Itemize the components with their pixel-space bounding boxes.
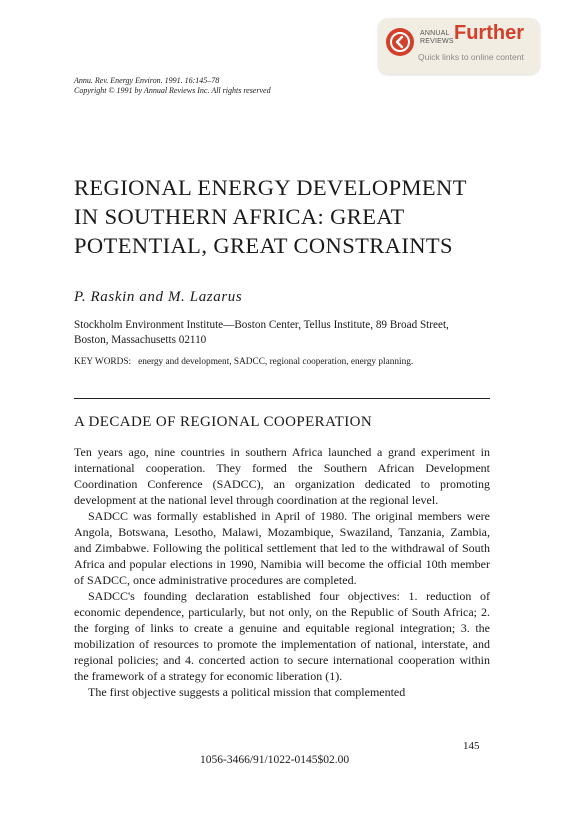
keywords-label: KEY WORDS: (74, 357, 132, 367)
paragraph-1: Ten years ago, nine countries in southern Africa launched a grand experiment in international cooperation. They formed the Southern African Development Coordination Conference (SADCC), an organization dedicated to promoting development at the national level through coordination at the regional level. (74, 445, 490, 507)
banner-title[interactable]: Further (454, 22, 524, 44)
keywords (74, 356, 494, 368)
body-text (74, 444, 490, 700)
paragraph-3: SADCC's founding declaration established four objectives: 1. reduction of economic dependence, particularly, but not only, on the Republic of South Africa; 2. the forging of links to create a genuine and equitable regional integration; 3. the mobilization of resources to promote the implementation of national, interstate, and regional policies; and 4. concerted action to secure international cooperation within the framework of a strategy for economic liberation (1). (74, 589, 490, 683)
affiliation (74, 318, 490, 348)
issn-code: 1056-3466/91/1022-0145$02.00 (200, 754, 350, 766)
paragraph-4: The first objective suggests a political mission that complemented (88, 685, 406, 699)
title-line-2: IN SOUTHERN AFRICA: GREAT (74, 204, 405, 229)
journal-citation: Annu. Rev. Energy Environ. 1991. 16:145–78 (74, 76, 220, 85)
chevron-left-icon[interactable] (386, 28, 414, 56)
annual-reviews-brand (420, 30, 454, 46)
brand-line-2: REVIEWS (420, 38, 454, 45)
title-line-1: REGIONAL ENERGY DEVELOPMENT (74, 175, 467, 200)
section-divider (74, 398, 490, 399)
section-heading: A DECADE OF REGIONAL COOPERATION (74, 414, 373, 430)
further-banner[interactable] (378, 18, 540, 74)
title-line-3: POTENTIAL, GREAT CONSTRAINTS (74, 233, 453, 258)
banner-subtitle[interactable]: Quick links to online content (418, 52, 524, 62)
brand-line-1: ANNUAL (420, 30, 450, 37)
affiliation-line-2: Boston, Massachusetts 02110 (74, 334, 207, 346)
article-title (74, 173, 514, 260)
page-number: 145 (463, 740, 480, 752)
paragraph-2: SADCC was formally established in April of 1980. The original members were Angola, Botswana, Lesotho, Malawi, Mozambique, Swaziland, Tanzania, Zambia, and Zimbabwe. Following the political settlement that led to the withdrawal of South Africa and popular elections in 1990, Namibia will become the official 10th member of SADCC, once administrative procedures are completed. (74, 509, 490, 587)
affiliation-line-1: Stockholm Environment Institute—Boston Center, Tellus Institute, 89 Broad Street, (74, 319, 449, 331)
copyright-notice: Copyright © 1991 by Annual Reviews Inc. All rights reserved (74, 86, 271, 95)
keywords-list: energy and development, SADCC, regional cooperation, energy planning. (138, 357, 414, 367)
authors: P. Raskin and M. Lazarus (74, 289, 243, 305)
